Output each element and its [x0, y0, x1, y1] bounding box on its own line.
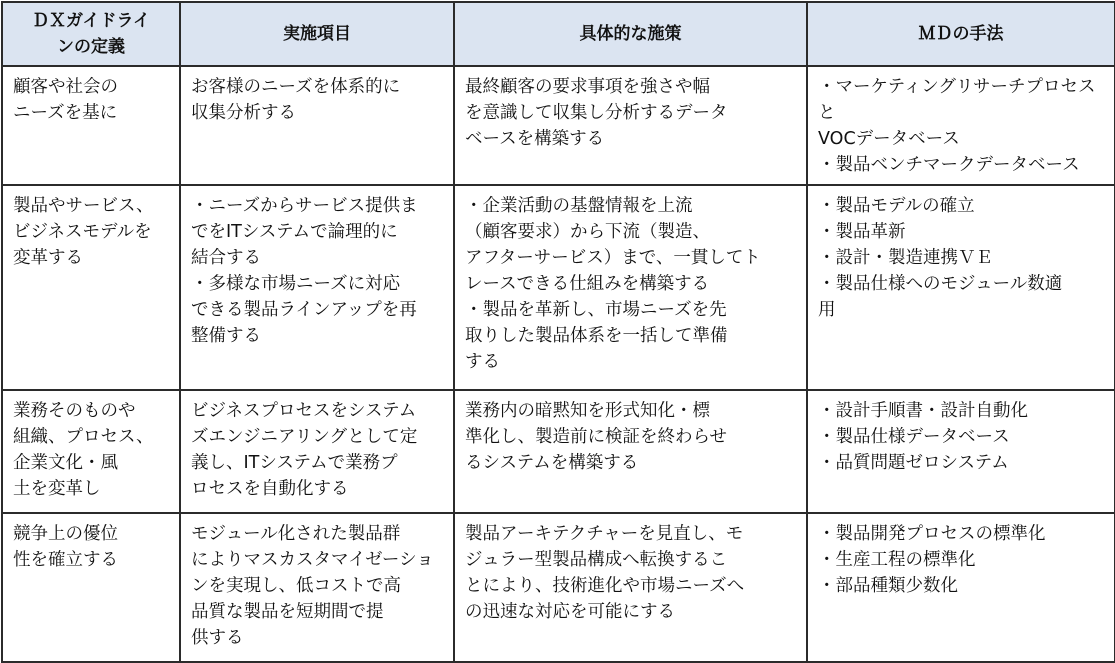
cell-method — [807, 390, 1115, 513]
cell-text-line: ・製品革新 — [818, 222, 906, 242]
cell-text-line: を意識して収集し分析するデータ — [465, 103, 728, 123]
cell-text-line: ・品質問題ゼロシステム — [818, 453, 1009, 473]
cell-item — [180, 185, 454, 390]
cell-text-line: 製品やサービス、 — [13, 196, 154, 216]
cell-text-line: 企業文化・風 — [13, 453, 118, 473]
cell-text-line: ・設計手順書・設計自動化 — [818, 401, 1028, 421]
cell-text-line: 最終顧客の要求事項を強さや幅 — [465, 77, 710, 97]
cell-definition — [2, 513, 180, 662]
cell-text-line: 業務そのものや — [13, 401, 136, 421]
cell-text-line: ズエンジニアリングとして定 — [191, 427, 418, 447]
table-row — [2, 185, 1115, 390]
cell-text-line: ンを実現し、低コストで高 — [191, 576, 401, 596]
cell-text-line: 用 — [818, 300, 836, 320]
cell-method — [807, 513, 1115, 662]
cell-text-line: ・製品仕様データベース — [818, 427, 1010, 447]
header-text-line: ＭＤの手法 — [918, 24, 1004, 44]
cell-text-line: モジュール化された製品群 — [191, 524, 401, 544]
cell-text-line: 品質な製品を短期間で提 — [191, 602, 384, 622]
cell-definition — [2, 390, 180, 513]
cell-measure — [454, 513, 807, 662]
cell-text-line: ・製品を革新し、市場ニーズを先 — [465, 300, 727, 320]
cell-text-line: VOCデータベース — [818, 129, 960, 149]
header-text-line: ンの定義 — [57, 37, 125, 57]
header-text-line: ＤＸガイドライ — [32, 11, 150, 31]
cell-text-line: 整備する — [191, 326, 261, 346]
cell-method — [807, 66, 1115, 185]
header-row — [2, 2, 1115, 66]
cell-text-line: ・製品モデルの確立 — [818, 196, 975, 216]
cell-text-line: ・ニーズからサービス提供ま — [191, 196, 418, 216]
cell-item — [180, 513, 454, 662]
cell-definition — [2, 66, 180, 185]
cell-text-line: によりマスカスタマイゼーショ — [191, 550, 434, 570]
cell-text-line: 取りした製品体系を一括して準備 — [465, 326, 728, 346]
cell-measure — [454, 390, 807, 513]
cell-text-line: ・マーケティングリサーチプロセスと — [818, 77, 1096, 123]
cell-text-line: 供する — [191, 628, 244, 648]
cell-text-line: ニーズを基に — [13, 103, 118, 123]
cell-text-line: 準化し、製造前に検証を終わらせ — [465, 427, 727, 447]
header-item — [180, 2, 454, 66]
header-definition — [2, 2, 180, 66]
cell-text-line: 義し、ITシステムで業務プ — [191, 453, 398, 473]
cell-method — [807, 185, 1115, 390]
cell-text-line: ジュラー型製品構成へ転換するこ — [465, 550, 728, 570]
cell-text-line: 変革する — [13, 248, 83, 268]
header-method — [807, 2, 1115, 66]
cell-measure — [454, 185, 807, 390]
cell-text-line: できる製品ラインアップを再 — [191, 300, 417, 320]
header-text-line: 実施項目 — [283, 24, 351, 44]
cell-text-line: 顧客や社会の — [13, 77, 118, 97]
cell-text-line: 製品アーキテクチャーを見直し、モ — [465, 524, 744, 544]
cell-text-line: の迅速な対応を可能にする — [465, 602, 675, 622]
header-measure — [454, 2, 807, 66]
cell-item — [180, 390, 454, 513]
dx-guideline-table — [1, 1, 1115, 663]
cell-item — [180, 66, 454, 185]
cell-text-line: お客様のニーズを体系的に — [191, 77, 401, 97]
cell-text-line: ・製品開発プロセスの標準化 — [818, 524, 1046, 544]
cell-text-line: ・部品種類少数化 — [818, 576, 958, 596]
cell-text-line: 業務内の暗黙知を形式知化・標 — [465, 401, 710, 421]
cell-text-line: ・生産工程の標準化 — [818, 550, 976, 570]
cell-text-line: ・製品仕様へのモジュール数適 — [818, 274, 1063, 294]
cell-text-line: とにより、技術進化や市場ニーズへ — [465, 576, 745, 596]
cell-text-line: ビジネスプロセスをシステム — [191, 401, 417, 421]
cell-text-line: ビジネスモデルを — [13, 222, 152, 242]
cell-text-line: アフターサービス）まで、一貫してト — [465, 248, 761, 268]
cell-text-line: 収集分析する — [191, 103, 296, 123]
cell-measure — [454, 66, 807, 185]
header-text-line: 具体的な施策 — [579, 24, 682, 44]
cell-text-line: 結合する — [191, 248, 261, 268]
table-row — [2, 513, 1115, 662]
cell-text-line: 性を確立する — [13, 550, 118, 570]
cell-text-line: レースできる仕組みを構築する — [465, 274, 710, 294]
cell-text-line: るシステムを構築する — [465, 453, 639, 473]
cell-text-line: （顧客要求）から下流（製造、 — [465, 222, 710, 242]
cell-text-line: ・設計・製造連携ＶＥ — [818, 248, 993, 268]
cell-text-line: でをITシステムで論理的に — [191, 222, 398, 242]
cell-text-line: ・多様な市場ニーズに対応 — [191, 274, 401, 294]
cell-definition — [2, 185, 180, 390]
cell-text-line: ・企業活動の基盤情報を上流 — [465, 196, 693, 216]
cell-text-line: ロセスを自動化する — [191, 479, 349, 499]
cell-text-line: する — [465, 352, 500, 372]
cell-text-line: ・製品ベンチマークデータベース — [818, 155, 1080, 175]
table-row — [2, 66, 1115, 185]
table-row — [2, 390, 1115, 513]
cell-text-line: 土を変革し — [13, 479, 101, 499]
cell-text-line: 競争上の優位 — [13, 524, 118, 544]
cell-text-line: 組織、プロセス、 — [13, 427, 154, 447]
cell-text-line: ベースを構築する — [465, 129, 605, 149]
